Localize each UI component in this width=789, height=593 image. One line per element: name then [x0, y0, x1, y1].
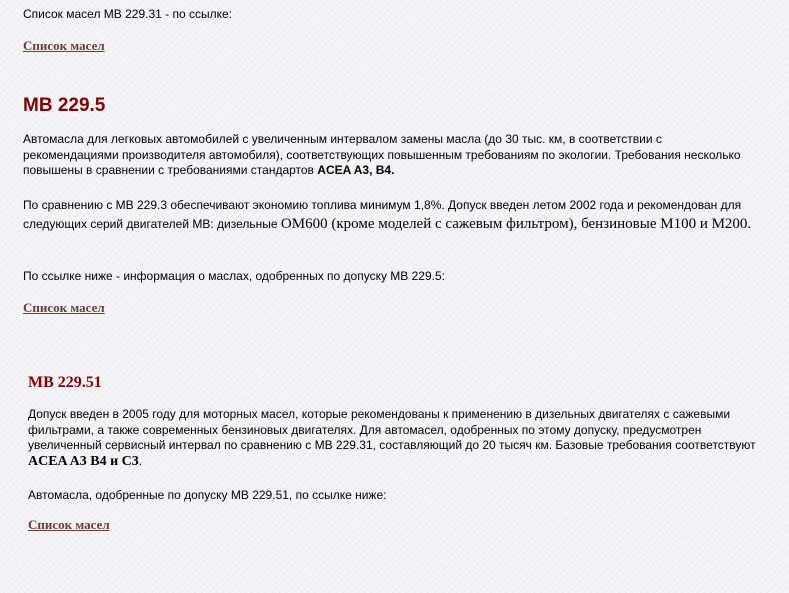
paragraph-229-5-description-text: Автомасла для легковых автомобилей с увеличенным интервалом замены масла (до 30 тыс. км, в соответствии с рекомендациями производителя автомобиля), соответствующих повышенным требованиям по экологии. Требования несколько повышены в сравнении с требованиями стандартов [23, 132, 741, 177]
heading-mb-229-51: MB 229.51 [28, 374, 102, 391]
oil-list-link-229-51[interactable]: Список масел [28, 517, 110, 532]
paragraph-229-51-description-text: Допуск введен в 2005 году для моторных масел, которые рекомендованы к применению в дизельных двигателях с сажевыми фильтрами, а также современных бензиновых двигателях. Для автомасел, одобренных по этому допуску, предусмотрен увеличенный сервисный интервал по сравнению с MB 229.31, составляющий до 20 тысяч км. Базовые требования соответствуют [28, 407, 756, 452]
paragraph-229-5-link-intro: По ссылке ниже - информация о маслах, одобренных по допуску MB 229.5: [23, 269, 445, 283]
oil-list-link-229-31[interactable]: Список масел [23, 38, 105, 53]
engine-series: OM600 (кроме моделей с сажевым фильтром), бензиновые M100 и M200. [280, 216, 752, 232]
paragraph-229-5-economy-text: По сравнению с MB 229.3 обеспечивают экономию топлива минимум 1,8%. Допуск введен летом 2002 года и рекомендован для следующих серий двигателей MB: дизельные [23, 198, 742, 231]
acea-standards-229-51: ACEA A3 B4 и C3 [28, 453, 139, 469]
paragraph-229-51-description [28, 407, 758, 469]
heading-mb-229-5: MB 229.5 [23, 95, 106, 116]
paragraph-229-51-period: . [138, 453, 143, 468]
paragraph-229-5-economy [23, 196, 753, 234]
acea-standards: ACEA A3, B4. [317, 163, 395, 177]
paragraph-229-5-description [23, 132, 758, 179]
oil-list-link-229-5[interactable]: Список масел [23, 300, 105, 315]
intro-229-31: Список масел MB 229.31 - по ссылке: [23, 7, 233, 21]
paragraph-229-51-link-intro: Автомасла, одобренные по допуску MB 229.51, по ссылке ниже: [28, 488, 387, 502]
